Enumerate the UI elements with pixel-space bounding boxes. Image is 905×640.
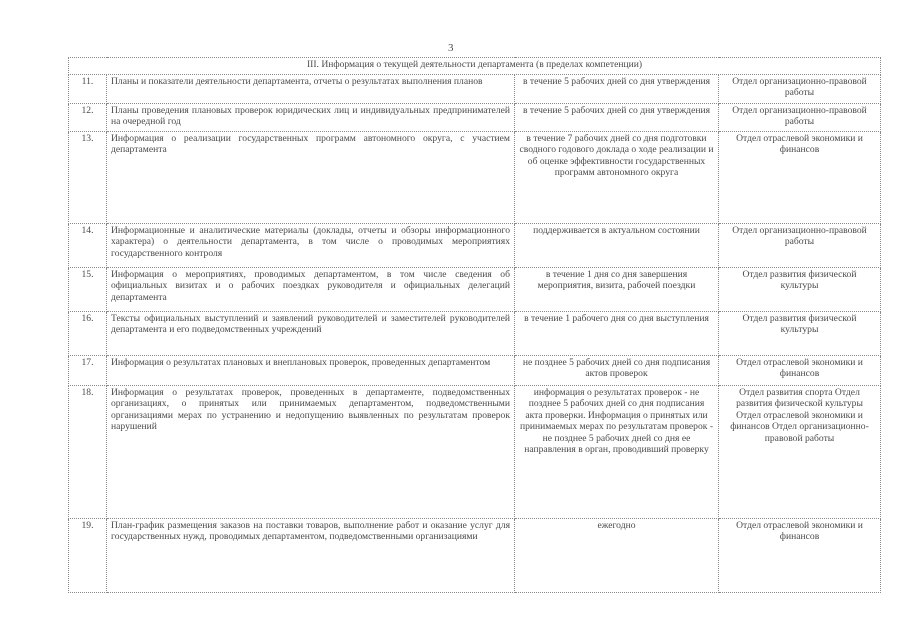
row-deadline: в течение 5 рабочих дней со дня утверждения (515, 104, 719, 132)
row-deadline: в течение 7 рабочих дней со дня подготовки сводного годового доклада о ходе реализации и об оценке эффективности государственных программ автономного округа (515, 132, 719, 224)
section-title: III. Информация о текущей деятельности департамента (в пределах компетенции) (69, 58, 881, 75)
row-number: 14. (69, 224, 107, 268)
row-number: 13. (69, 132, 107, 224)
row-responsible: Отдел организационно-правовой работы (719, 75, 881, 104)
row-deadline: ежегодно (515, 519, 719, 593)
row-info: Информация о результатах плановых и внеплановых проверок, проведенных департаментом (107, 356, 515, 386)
row-deadline: в течение 1 рабочего дня со дня выступления (515, 312, 719, 356)
row-responsible: Отдел отраслевой экономики и финансов (719, 356, 881, 386)
table-row (69, 132, 881, 224)
page-number: 3 (448, 42, 454, 54)
row-deadline: в течение 5 рабочих дней со дня утверждения (515, 75, 719, 104)
row-deadline: поддерживается в актуальном состоянии (515, 224, 719, 268)
section-header-row (69, 58, 881, 75)
row-number: 16. (69, 312, 107, 356)
row-info: Планы и показатели деятельности департамента, отчеты о результатах выполнения планов (107, 75, 515, 104)
row-info: Информация о результатах проверок, проведенных в департаменте, подведомственных организациях, о принятых или принимаемых департаментом, подведомственными организациями мерах по устранению и недопущению выявленных по результатам проверок нарушений (107, 386, 515, 519)
row-deadline: в течение 1 дня со дня завершения мероприятия, визита, рабочей поездки (515, 268, 719, 312)
row-info: Информационные и аналитические материалы (доклады, отчеты и обзоры информационного характера) о деятельности департамента, в том числе о проводимых мероприятиях государственного контроля (107, 224, 515, 268)
table-row (69, 224, 881, 268)
row-info: Планы проведения плановых проверок юридических лиц и индивидуальных предпринимателей на очередной год (107, 104, 515, 132)
table-row (69, 356, 881, 386)
row-responsible: Отдел организационно-правовой работы (719, 104, 881, 132)
table-row (69, 386, 881, 519)
row-info: План-график размещения заказов на поставки товаров, выполнение работ и оказание услуг для государственных нужд, проводимых департаментом, подведомственными организациями (107, 519, 515, 593)
row-number: 17. (69, 356, 107, 386)
row-responsible: Отдел отраслевой экономики и финансов (719, 132, 881, 224)
row-number: 11. (69, 75, 107, 104)
row-info: Информация о мероприятиях, проводимых департаментом, в том числе сведения об официальных визитах и о рабочих поездках руководителя и официальных делегаций департамента (107, 268, 515, 312)
row-number: 15. (69, 268, 107, 312)
row-deadline: не позднее 5 рабочих дней со дня подписания актов проверок (515, 356, 719, 386)
info-table (68, 57, 881, 593)
row-deadline: информация о результатах проверок - не позднее 5 рабочих дней со дня подписания акта проверки. Информация о принятых или принимаемых мерах по результатам проверок - не позднее 5 рабочих дней со дня ее направления в орган, проводивший проверку (515, 386, 719, 519)
table-row (69, 312, 881, 356)
row-responsible: Отдел развития физической культуры (719, 312, 881, 356)
table-row (69, 268, 881, 312)
row-responsible: Отдел организационно-правовой работы (719, 224, 881, 268)
row-responsible: Отдел отраслевой экономики и финансов (719, 519, 881, 593)
row-responsible: Отдел развития спорта Отдел развития физической культуры Отдел отраслевой экономики и финансов Отдел организационно-правовой работы (719, 386, 881, 519)
table-row (69, 104, 881, 132)
row-info: Тексты официальных выступлений и заявлений руководителей и заместителей руководителей департамента и его подведомственных учреждений (107, 312, 515, 356)
row-number: 18. (69, 386, 107, 519)
table-row (69, 75, 881, 104)
row-number: 19. (69, 519, 107, 593)
table-row (69, 519, 881, 593)
row-responsible: Отдел развития физической культуры (719, 268, 881, 312)
row-info: Информация о реализации государственных программ автономного округа, с участием департамента (107, 132, 515, 224)
row-number: 12. (69, 104, 107, 132)
